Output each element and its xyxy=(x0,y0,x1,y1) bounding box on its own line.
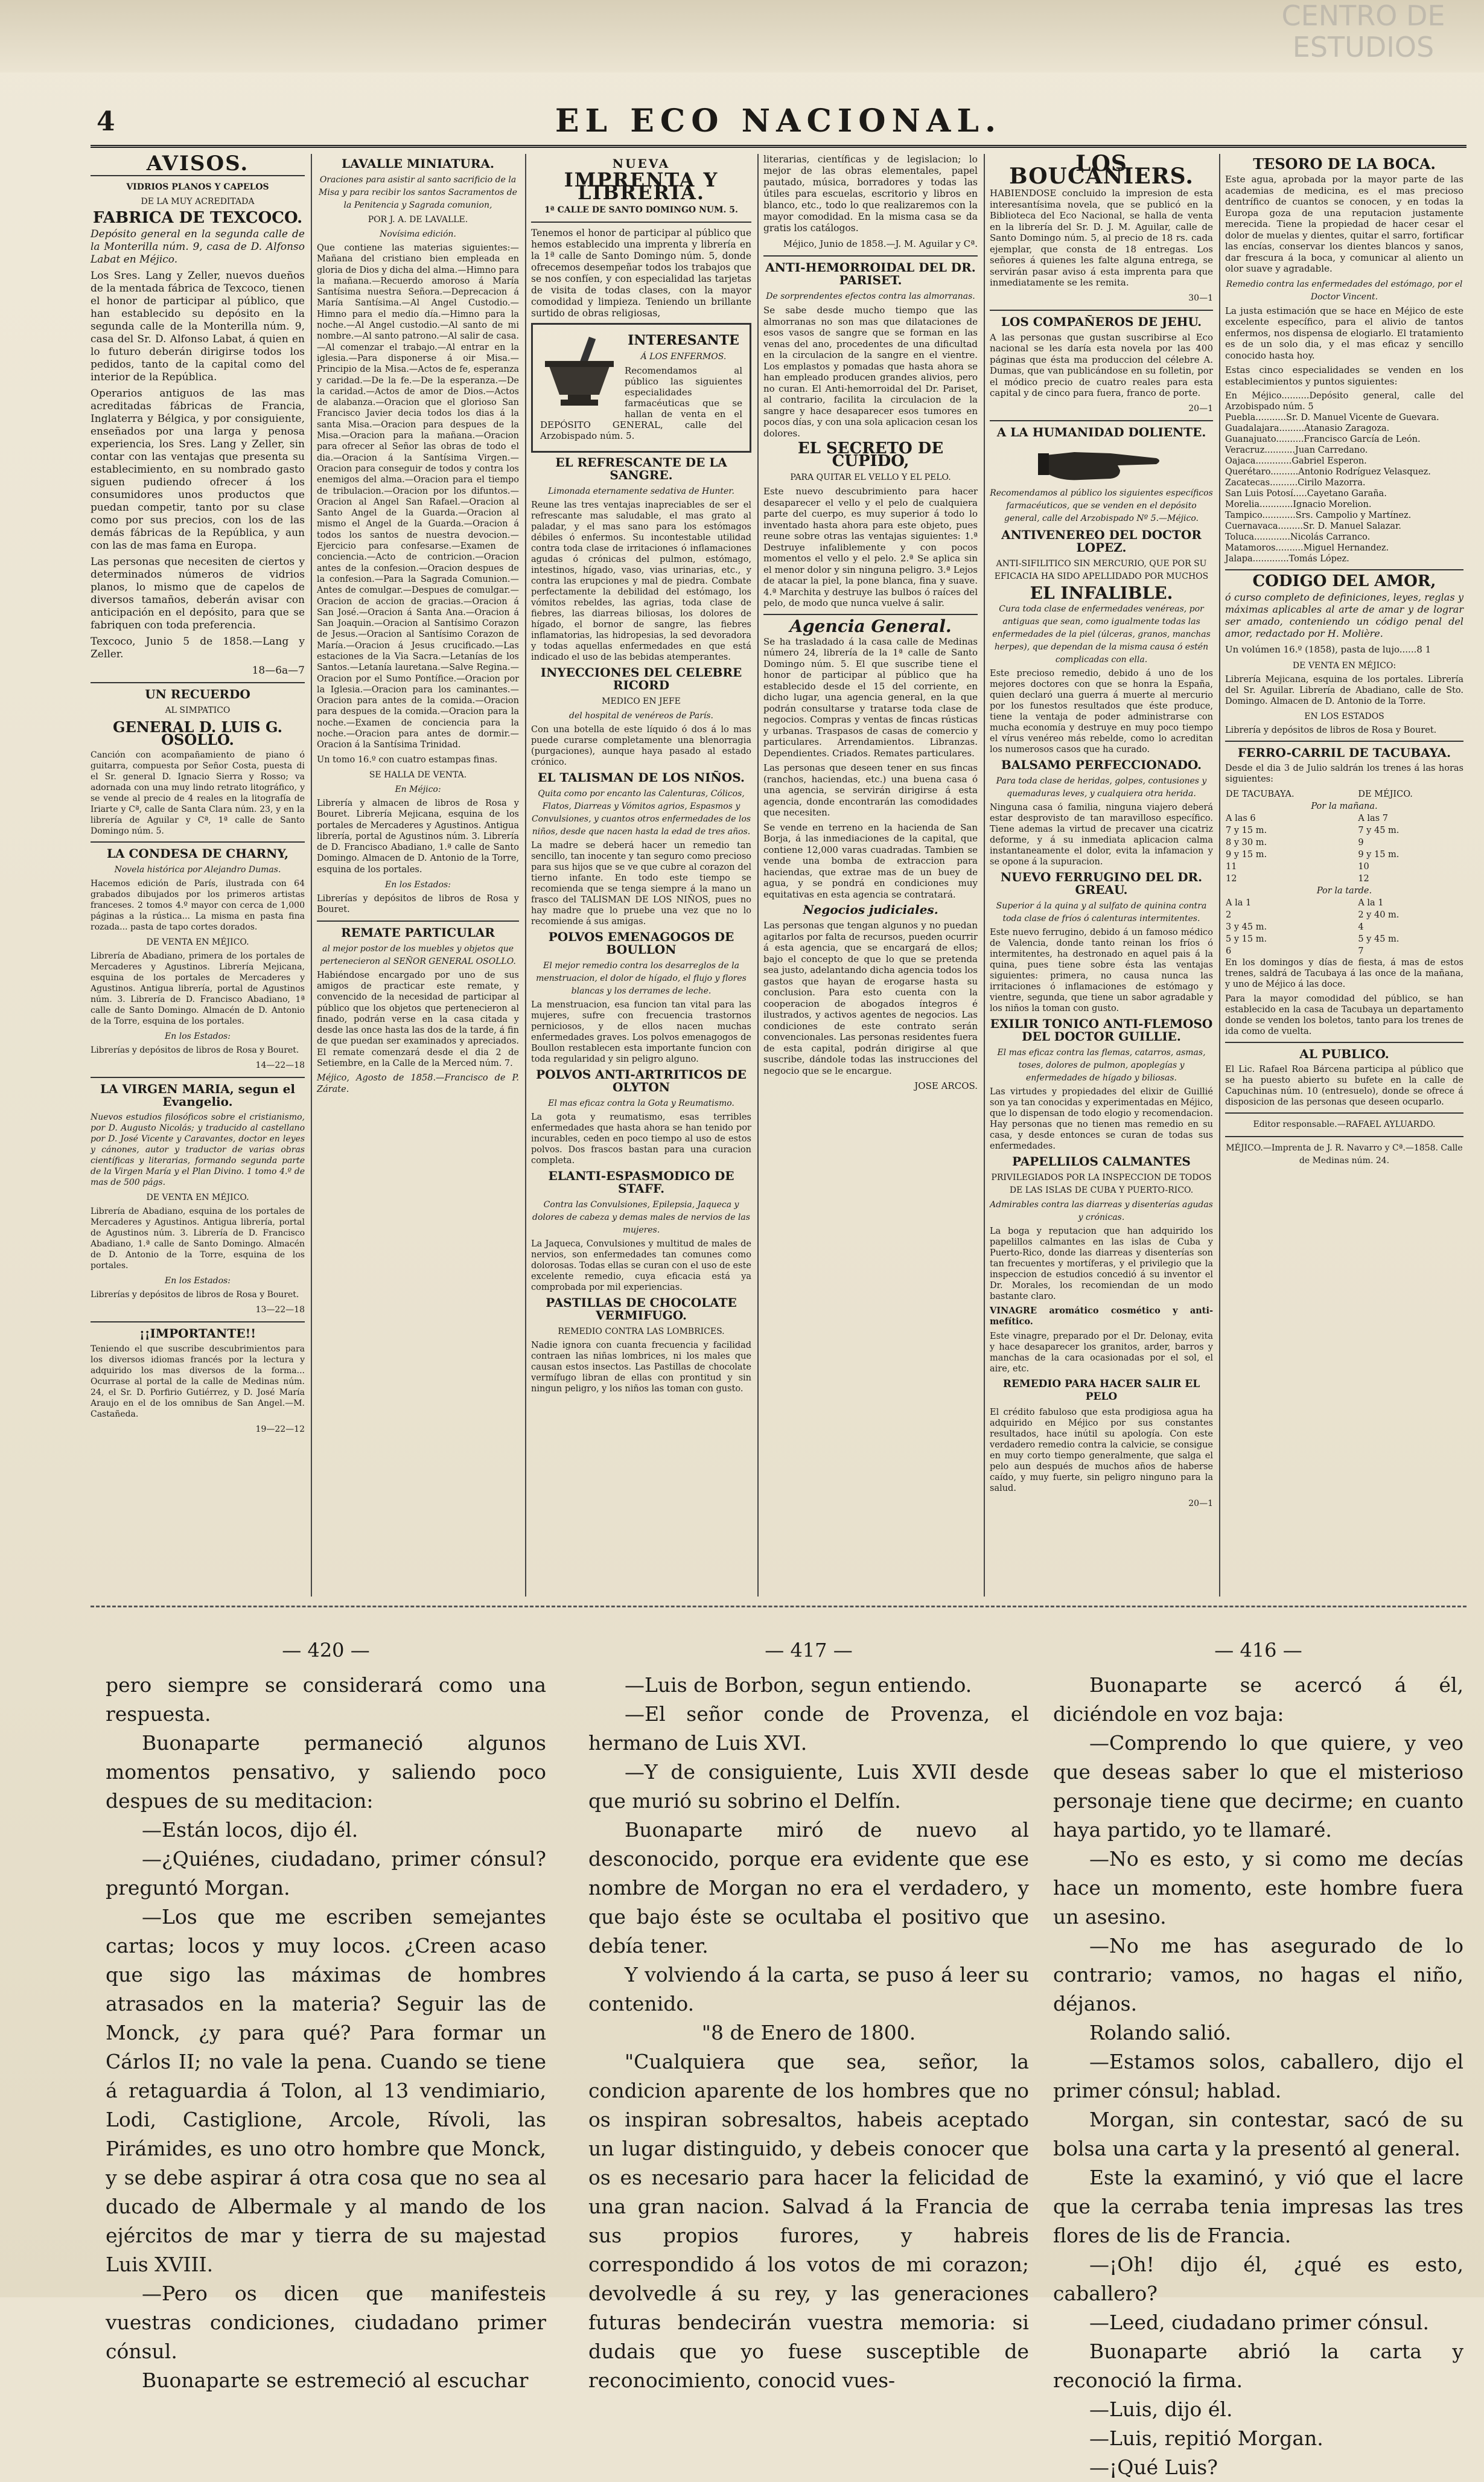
ad-subtitle-2: Admirables contra las diarreas y disenterías agudas y crónicas. xyxy=(990,1199,1213,1222)
feuilleton-divider xyxy=(91,1606,1466,1607)
table-cell: 9 y 15 m. xyxy=(1226,850,1267,860)
ad-subtitle: El mas eficaz contra la Gota y Reumatismo. xyxy=(548,1099,734,1108)
ad-paragraph: La Jaqueca, Convulsiones y multitud de males de nervios, son enfermedades tan comunes como dolorosas. Todas ellas se curan con el uso de este excelente remedio, cuya eficacia está ya comprobada por mil experiencias. xyxy=(531,1239,751,1292)
column-agencia xyxy=(763,154,978,1597)
table-cell: A las 7 xyxy=(1358,814,1388,823)
ad-subtitle: Para toda clase de heridas, golpes, contusiones y quemaduras leves, y cualquiera otra herida. xyxy=(996,776,1207,799)
column-imprenta xyxy=(531,154,751,1597)
ad-title-pelo: REMEDIO PARA HACER SALIR EL PELO xyxy=(1002,1377,1200,1403)
ad-price: Un tomo 16.º con cuatro estampas finas. xyxy=(317,754,498,765)
ad-venta: DE VENTA EN MÉJICO. xyxy=(146,1193,249,1202)
ad-paragraph: Librerías y depósitos de libros de Rosa y Bouret. xyxy=(91,1045,299,1055)
ad-paragraph: La gota y reumatismo, esas terribles enfermedades que hasta ahora se han tenido por incurables, ceden en poco tiempo al uso de estos polvos. Dos frascos bastan para una curacion completa. xyxy=(531,1112,751,1166)
table-cell: 6 xyxy=(1226,946,1232,956)
masthead xyxy=(91,103,1466,148)
serial-paragraph: —Están locos, dijo él. xyxy=(142,1818,358,1842)
serial-paragraph: —Estamos solos, caballero, dijo el primer cónsul; hablad. xyxy=(1053,2050,1463,2102)
agent-row: En Méjico..........Depósito general, calle del Arzobispado núm. 5 xyxy=(1225,391,1463,412)
ad-paragraph: Las personas que necesiten de ciertos y determinados números de vidrios planos, lo mismo que de capelos de diversos tamaños, deberán avisar con anticipación en el depósito, para que se fabriquen con toda preferencia. xyxy=(91,556,305,631)
ad-date: 14—22—18 xyxy=(255,1061,305,1070)
table-cell: 7 xyxy=(1358,946,1364,956)
column-avisos xyxy=(91,154,305,1597)
ad-paragraph: Teniendo el que suscribe descubrimientos para los diversos idiomas francés por la lectura y adquirido los mas diversos de la forma... Ocurrase al portal de la calle de Medinas núm. 24, el Sr. D. Porfirio Gutiérrez, y D. José María Araujo en el de los omnibus de San Angel.—M. Castañeda. xyxy=(91,1344,305,1419)
ad-date: 20—1 xyxy=(1188,1498,1213,1508)
ad-paragraph: Este agua, aprobada por la mayor parte de las academias de medicina, es el mas precioso dentrífico de cuantos se conocen, y en todas la Europa goza de una reputacion justamente merecida. Tiene la propiedad de hacer cesar el dolor de muelas y dientes, quitar el sarro, fortificar las encías, conservar los dientes blancos y sanos, dar frescura á la boca, y comunicar al aliento un olor suave y agradable. xyxy=(1225,174,1463,274)
ad-subtitle: Oraciones para asistir al santo sacrificio de la Misa y para recibir los santos Sacramentos de la Penitencia y Sagrada comunion, xyxy=(319,175,517,210)
ad-title-humanidad: A LA HUMANIDAD DOLIENTE. xyxy=(996,424,1206,439)
ad-title-ferrugino: NUEVO FERRUGINO DEL DR. GREAU. xyxy=(1000,869,1203,897)
ad-where-heading: En Méjico: xyxy=(395,784,441,794)
ad-subtitle: Cura toda clase de enfermedades venéreas, por antiguas que sean, como igualmente todas las enfermedades de la piel (úlceras, granos, manchas herpes), que dependan de la misma causa ó estén complicadas con ella. xyxy=(992,604,1211,665)
ad-title-talisman: EL TALISMAN DE LOS NIÑOS. xyxy=(538,770,745,785)
ad-paragraph: Estas cinco especialidades se venden en los establecimientos y puntos siguientes: xyxy=(1225,365,1463,387)
serial-paragraph: Buonaparte se acercó á él, diciéndole en voz baja: xyxy=(1053,1673,1463,1726)
ad-subtitle: ó curso completo de definiciones, leyes, reglas y máximas aplicables al arte de amar y de lograr ser amado, conteniendo un código penal del amor, redactado por H. Molière. xyxy=(1225,592,1463,639)
ad-paragraph: Se sabe desde mucho tiempo que las almorranas no son mas que dilataciones de esos vasos de sangre que se forman en las venas del ano, procedentes de una dificultad en la circulacion de la sangre en el vientre. Los emplastos y pomadas que hasta ahora se han empleado producen grandes alivios, pero no curan. El Anti-hemorroidal del Dr. Pariset, al contrario, facilita la circulacion de la sangre y hace desaparecer esos tumores en pocos días, y con una sola aplicacion cesan los dolores. xyxy=(763,305,978,439)
ad-paragraph: literarias, científicas y de legislacion; lo mejor de las obras elementales, papel pautado, música, borradores y todas las útiles para escuelas, escritorio y libros en blanco, etc., todo lo que realizaremos con la mayor comodidad. En la misma casa se da gratis los catálogos. xyxy=(763,154,978,234)
ad-title-lopez: ANTIVENEREO DEL DOCTOR LOPEZ. xyxy=(1001,527,1202,555)
pointing-hand-icon xyxy=(1038,442,1165,485)
ad-paragraph: Con una botella de este líquido ó dos á lo mas puede curarse completamente una blenorragia (purgaciones), aunque haya pasado al estado crónico. xyxy=(531,725,751,767)
ad-subtitle: PRIVILEGIADOS POR LA INSPECCION DE TODOS DE LAS ISLAS DE CUBA Y PUERTO-RICO. xyxy=(991,1172,1212,1195)
table-cell: 3 y 45 m. xyxy=(1226,922,1267,932)
ad-paragraph: Hacemos edición de París, ilustrada con 64 grabados dibujados por los primeros artistas franceses. 2 tomos 4.º mayor con cerca de 1,000 páginas a la rústica... La misma en pasta fina rozada... pasta de tapo cortes dorados. xyxy=(91,879,305,932)
ad-paragraph: Las virtudes y propiedades del elixir de Guillié son ya tan conocidas y experimentadas en Méjico, que lo dispensan de todo elogio y recomendacion. Hay personas que no tienen mas remedio en su casa, y desde entonces se curan de todas sus enfermedades. xyxy=(990,1086,1213,1151)
newspaper-title: EL ECO NACIONAL. xyxy=(555,103,1002,139)
box-text: Recomendamos al público las siguientes especialidades farmacéuticas que se hallan de venta en el DEPÓSITO GENERAL, calle del Arzobispado núm. 5. xyxy=(540,365,742,441)
serial-paragraph: —¡Qué Luis? xyxy=(1089,2455,1218,2479)
table-cell: 2 xyxy=(1226,910,1232,920)
table-cell: 8 y 30 m. xyxy=(1226,838,1267,847)
serial-paragraph: —El señor conde de Provenza, el hermano de Luis XVI. xyxy=(588,1702,1029,1755)
ad-date: 13—22—18 xyxy=(255,1305,305,1315)
table-cell: 2 y 40 m. xyxy=(1358,910,1400,920)
table-cell: 9 y 15 m. xyxy=(1358,850,1400,860)
table-cell: A la 1 xyxy=(1226,898,1252,908)
agent-row: Puebla...........Sr. D. Manuel Vicente de Guevara. xyxy=(1225,413,1439,423)
ad-title-fabrica: FABRICA DE TEXCOCO. xyxy=(92,209,303,227)
column-lavalle xyxy=(317,154,519,1597)
table-header: DE MÉJICO. xyxy=(1358,790,1413,799)
archive-stamp xyxy=(1243,0,1484,63)
ad-paragraph: Para la mayor comodidad del público, se han establecido en la casa de Tacubaya un departamento donde se venden los boletos, tanto para los trenes de ida como de vuelta. xyxy=(1225,994,1463,1036)
ad-paragraph: Este nuevo descubrimiento para hacer desaparecer el vello y el pelo de cualquiera parte del cuerpo, es muy superior á todo lo inventado hasta ahora para este objeto, pues reune sobre otras las ventajas siguientes: 1.ª Destruye infaliblemente y con pocos momentos el vello y el pelo. 2.ª Se aplica sin el menor dolor y sin ninguna peligro. 3.ª Lejos de atacar la piel, la pone blanca, fina y suave. 4.ª Marchita y destruye las bulbos ó raíces del pelo, de modo que nunca vuelve á salir. xyxy=(763,486,978,608)
ad-paragraph: Este precioso remedio, debido á uno de los mejores doctores con que se honra la España, quien declaró una guerra á muerte al mercurio por los funestos resultados que éste produce, tiene la ventaja de poder administrarse con mucha economía y destruye en muy poco tiempo el vírus venéreo más rebelde, como lo acreditan los numerosos casos que ha curado. xyxy=(990,668,1213,754)
stamp-line-1: CENTRO DE xyxy=(1281,0,1445,32)
ad-paragraph: La menstruacion, esa funcion tan vital para las mujeres, sufre con frecuencia trastornos perniciosos, y de ellos nacen muchas enfermedades graves. Los polvos emenagogos de Boullon restablecen esta importante funcion con toda regularidad y sin peligro alguno. xyxy=(531,1000,751,1064)
serial-paragraph: pero siempre se considerará como una respuesta. xyxy=(106,1673,546,1726)
ad-title-agencia: Agencia General. xyxy=(789,616,952,636)
ad-author: POR J. A. DE LAVALLE. xyxy=(368,215,468,225)
ad-edition: Novísima edición. xyxy=(380,229,456,239)
serial-page-number: — 420 — xyxy=(282,1639,370,1662)
serial-paragraph: —Pero os dicen que manifesteis vuestras condiciones, ciudadano primer cónsul. xyxy=(106,2282,546,2363)
ad-paragraph: Nadie ignora con cuanta frecuencia y facilidad contraen las niñas lombrices, ni los males que causan estos insectos. Las Pastillas de chocolate vermífugo libran de ellas con prontitud y sin ningun peligro, y los niños las toman con gusto. xyxy=(531,1341,751,1394)
ad-title-tesoro: TESORO DE LA BOCA. xyxy=(1253,155,1436,173)
ad-date: 19—22—12 xyxy=(255,1424,305,1434)
ad-title-pariset: ANTI-HEMORROIDAL DEL DR. PARISET. xyxy=(765,260,976,287)
serial-paragraph: —No es esto, y si como me decías hace un momento, este hombre fuera un asesino. xyxy=(1053,1847,1463,1928)
ad-paragraph: Se vende en terreno en la hacienda de San Borja, á las inmediaciones de la capital, que contiene 12,000 varas cuadradas. Tambien se vende una bomba de extraccion para haciendas, que extrae mas de un buey de agua, y se pondrá en condiciones muy equitativas en esta agencia se contratará. xyxy=(763,821,978,900)
table-cell: 7 y 45 m. xyxy=(1358,826,1400,835)
ad-title-balsamo: BALSAMO PERFECCIONADO. xyxy=(1001,757,1202,772)
ad-title-recuerdo: UN RECUERDO xyxy=(145,687,250,701)
ad-title-importante: ¡¡IMPORTANTE!! xyxy=(139,1326,256,1341)
ad-paragraph: La boga y reputacion que han adquirido los papelillos calmantes en las islas de Cuba y Puerto-Rico, donde las diarreas y disenterías son tan frecuentes y mortíferas, y el privilegio que la inspeccion de estudios concedió á su inventor el Dr. Morales, los recomiendan de un modo bastante claro. xyxy=(990,1226,1213,1301)
ad-date: 30—1 xyxy=(1188,293,1213,303)
serial-paragraph: —No me has asegurado de lo contrario; vamos, no hagas el niño, déjanos. xyxy=(1053,1934,1463,2015)
ad-title-virgen: LA VIRGEN MARIA, segun el Evangelio. xyxy=(100,1082,296,1109)
agent-row: Morelia............Ignacio Morelion. xyxy=(1225,500,1372,509)
agent-row: Guadalajara.........Atanasio Zaragoza. xyxy=(1225,424,1390,433)
ad-paragraph: Este vinagre, preparado por el Dr. Delonay, evita y hace desaparecer los granitos, arder, barros y manchas de la cara ocasionadas por el sol, el aire, etc. xyxy=(990,1331,1213,1374)
agent-row: Toluca.............Nicolás Carranco. xyxy=(1225,532,1371,542)
ad-venta: DE VENTA EN MÉJICO. xyxy=(146,937,249,947)
ad-title-negocios: Negocios judiciales. xyxy=(803,902,938,917)
serial-page-number: — 417 — xyxy=(765,1639,853,1662)
ad-paragraph: Librería y almacen de libros de Rosa y Bouret. Librería Mejicana, esquina de los portales de Mercaderes y Agustinos. Antigua librería, portal de Agustinos núm. 3. Librería de D. Francisco Abadiano, 1.ª calle de Santo Domingo. Almacen de D. Antonio de la Torre, esquina de los portales. xyxy=(317,798,519,875)
serial-paragraph: Morgan, sin contestar, sacó de su bolsa una carta y la presentó al general. xyxy=(1053,2108,1463,2160)
ad-paragraph: La madre se deberá hacer un remedio tan sencillo, tan inocente y tan seguro como precioso para sus hijos que se ve que cubre al corazon del tierno infante. En todo este tiempo se recomienda que se tenga siempre á la mano un frasco del TALISMAN DE LOS NIÑOS, pues no hay madre que lo pruebe una vez que no lo recomiende á sus amigas. xyxy=(531,841,751,927)
ad-title-boucaniers: LOS BOUCANIERS. xyxy=(1009,151,1194,189)
ad-subtitle: El mas eficaz contra las flemas, catarros, asmas, toses, dolores de pulmon, apoplegías y enfermedades de hígado y biliosas. xyxy=(997,1047,1206,1083)
ad-name-osollo: GENERAL D. LUIS G. OSOLLO. xyxy=(113,718,282,748)
serial-paragraph: Y volviendo á la carta, se puso á leer su contenido. xyxy=(588,1963,1029,2015)
ad-subtitle-2: del hospital de venéreos de París. xyxy=(568,711,714,721)
ad-venta: DE VENTA EN MÉJICO: xyxy=(1292,661,1396,671)
ad-paragraph: Depósito general en la segunda calle de la Monterilla núm. 9, casa de D. Alfonso Labat en Méjico. xyxy=(91,228,305,266)
ad-paragraph: Librería de Abadiano, esquina de los portales de Mercaderes y Agustinos. Antigua librería, portal de Agustinos núm. 3. Librería de D. Francisco Abadiano, 1.ª calle de Santo Domingo. Almacén de D. Antonio de la Torre, esquina de los portales. xyxy=(91,1207,305,1271)
serial-paragraph: "Cualquiera que sea, señor, la condicion aparente de los hombres que no os inspiran sobresaltos, habeis aceptado un lugar distinguido, y debeis conocer que os es necesario para hacer la felicidad de una gran nacion. Salvad á la Francia de sus propios furores, y habreis correspondido á los votos de mi corazon; devolvedle á su rey, y las generaciones futuras bendecirán vuestra memoria: si dudais que yo fuese susceptible de reconocimiento, conocid vues- xyxy=(588,2050,1029,2392)
ad-title-cupido: EL SECRETO DE CUPIDO, xyxy=(797,439,944,470)
ad-subtitle: Novela histórica por Alejandro Dumas. xyxy=(114,865,281,875)
stamp-line-2: ESTUDIOS xyxy=(1292,31,1435,63)
agent-row: Guanajuato..........Francisco García de León. xyxy=(1225,435,1421,444)
table-cell: 11 xyxy=(1226,862,1237,872)
agent-row: Querétaro..........Antonio Rodríguez Velasquez. xyxy=(1225,467,1431,477)
ad-paragraph: En los domingos y días de fiesta, á mas de estos trenes, saldrá de Tacubaya á las once de la mañana, y uno de Méjico á las doce. xyxy=(1225,958,1463,989)
table-cell: 4 xyxy=(1358,922,1364,932)
table-cell: 5 y 15 m. xyxy=(1226,934,1267,944)
editor-line: Editor responsable.—RAFAEL AYLUARDO. xyxy=(1253,1120,1436,1129)
ad-title-pastillas: PASTILLAS DE CHOCOLATE VERMIFUGO. xyxy=(546,1295,737,1322)
ad-venta: SE HALLA DE VENTA. xyxy=(369,770,467,780)
ad-subtitle: Recomendamos al público los siguientes específicos farmacéuticos, que se venden en el depósito general, calle del Arzobispado Nº 5.—Méjico. xyxy=(990,488,1213,523)
ad-subtitle-2: DE LA MUY ACREDITADA xyxy=(141,197,255,206)
ad-paragraph: Habiéndose encargado por uno de sus amigos de practicar este remate, y convencido de la necesidad de participar al público que los objetos que pertenecieron al finado, podrán verse en la casa citada y desde las once hasta las dos de la tarde, á fin de que puedan ser examinados y apreciados. El remate comenzará desde el dia 2 de Setiembre, en la Calle de la Merced núm. 7. xyxy=(317,970,519,1068)
ad-paragraph: Canción con acompañamiento de piano ó guitarra, compuesta por Señor Costa, puesta di el Sr. general D. Ignacio Sierra y Rosso; va adornada con una muy lindo retrato litográfico, y se vende al precio de 4 reales en la litografía de Iriarte y Cª, calle de Santa Clara núm. 23, y en la librería de Aguilar y Cª, 1ª calle de Santo Domingo núm. 5. xyxy=(91,750,305,836)
serial-paragraph: —¡Oh! dijo él, ¿qué es esto, caballero? xyxy=(1053,2253,1463,2305)
ad-paragraph: Nuevos estudios filosóficos sobre el cristianismo, por D. Augusto Nicolás; y traducido al castellano por D. José Vicente y Caravantes, doctor en leyes y cánones, autor y traductor de varias obras científicas y literarias, formando segunda parte de la Virgen María y el Plan Divino. 1 tomo 4.º de mas de 500 págs. xyxy=(91,1112,305,1187)
ad-subtitle: AL SIMPATICO xyxy=(165,706,231,715)
ad-paragraph: La justa estimación que se hace en Méjico de este excelente específico, para el alivio de tantos enfermos, nos dispensa de elogiarlo. El tratamiento es de un solo dia, y el mas eficaz y sencillo conocido hasta hoy. xyxy=(1225,305,1463,361)
ad-date: 18—6a—7 xyxy=(252,665,305,677)
section-heading-avisos: AVISOS. xyxy=(146,152,249,176)
ad-title-refrescante: EL REFRESCANTE DE LA SANGRE. xyxy=(555,455,727,482)
agent-row: Zacatecas..........Cirilo Mazorra. xyxy=(1225,478,1366,488)
ad-paragraph: Las personas que deseen tener en sus fincas (ranchos, haciendas, etc.) una buena casa ó una agencia, se servirán dirigirse á esta agencia, donde encontrarán las comodidades que necesiten. xyxy=(763,762,978,818)
ad-paragraph: Este nuevo ferrugino, debido á un famoso médico de Valencia, donde tanto reinan los fríos ó intermitentes, ha destronado en aquel pais á la quina, pues tiene sobre ésta las ventajas siguientes: primera, no causa nunca las irritaciones ó inflamaciones de estómago y vientre, segunda, que tiene un sabor agradable y los niños la toman con gusto. xyxy=(990,927,1213,1013)
ad-title-codigo: CODIGO DEL AMOR, xyxy=(1252,572,1436,590)
serial-paragraph: —Comprendo lo que quiere, y veo que deseas saber lo que el misterioso personaje tiene que decirme; en cuanto haya partido, yo te llamaré. xyxy=(1053,1731,1463,1842)
ad-subtitle: Limonada eternamente sedativa de Hunter. xyxy=(548,487,734,496)
column-tesoro xyxy=(1225,154,1463,1597)
ad-title-imprenta: IMPRENTA Y LIBRERIA. xyxy=(564,168,719,204)
column-rule xyxy=(311,154,312,1597)
serial-paragraph: —Leed, ciudadano primer cónsul. xyxy=(1089,2311,1429,2334)
table-cell: 7 y 15 m. xyxy=(1226,826,1267,835)
interesante-box xyxy=(531,323,751,453)
ad-signature: JOSE ARCOS. xyxy=(914,1080,978,1091)
column-bouc xyxy=(990,151,1213,1597)
ad-subtitle: Quita como por encanto las Calenturas, Cólicos, Flatos, Diarreas y Vómitos agrios, Espasmos y Convulsiones, y cuantos otros enfermedades de los niños, desde que nacen hasta la edad de tres años. xyxy=(531,789,751,837)
ad-states-heading: En los Estados: xyxy=(165,1032,231,1041)
ad-title-antiespasmodico: ELANTI-ESPASMODICO DE STAFF. xyxy=(548,1169,734,1196)
ad-subtitle: MEDICO EN JEFE xyxy=(602,697,681,706)
train-timetable xyxy=(1225,788,1463,957)
serial-paragraph: —Luis de Borbon, segun entiendo. xyxy=(625,1673,972,1697)
serial-column-416 xyxy=(1053,1636,1463,2479)
serial-paragraph: Rolando salió. xyxy=(1089,2021,1232,2044)
ad-paragraph: El Lic. Rafael Roa Bárcena participa al público que se ha puesto abierto su bufete en la calle de Capuchinas núm. 10 (entresuelo), donde se ofrece á disposicion de las personas que deseen ocuparlo. xyxy=(1225,1065,1463,1107)
ad-title-infalible: EL INFALIBLE. xyxy=(1030,582,1173,603)
ad-title-papelillos: PAPELLILOS CALMANTES xyxy=(1012,1153,1191,1169)
serial-page-number: — 416 — xyxy=(1214,1639,1302,1662)
ad-subtitle: El mejor remedio contra los desarreglos de la menstruacion, el dolor de hígado, el flujo y flores blancas y los derrames de leche. xyxy=(536,961,747,996)
ad-paragraph: El crédito fabuloso que esta prodigiosa agua ha adquirido en Méjico por sus constantes resultados, hace inútil su apología. Con este verdadero remedio contra la calvicie, se consigue en muy corto tiempo generalmente, que salga el pelo aun después de muchos años de haberse caído, y muy fuerte, sin peligro ninguno para la salud. xyxy=(990,1407,1213,1493)
table-cell: 10 xyxy=(1358,862,1369,872)
serial-paragraph: —Luis, dijo él. xyxy=(1089,2397,1233,2421)
column-rule xyxy=(1219,154,1220,1597)
ad-subtitle: al mejor postor de los muebles y objetos que pertenecieron al SEÑOR GENERAL OSOLLO. xyxy=(320,943,516,966)
agent-row: Oajaca.............Gabriel Esperon. xyxy=(1225,456,1367,466)
ad-title-publico: AL PUBLICO. xyxy=(1299,1047,1389,1061)
agent-row: Matamoros..........Miguel Hernandez. xyxy=(1225,543,1389,553)
serial-column-417 xyxy=(588,1636,1029,2392)
imprint-line: MÉJICO.—Imprenta de J. R. Navarro y Cª.—1858. Calle de Medinas núm. 24. xyxy=(1226,1143,1463,1166)
ad-subtitle: Remedio contra las enfermedades del estómago, por el Doctor Vincent. xyxy=(1226,279,1463,302)
ad-signature: Texcoco, Junio 5 de 1858.—Lang y Zeller. xyxy=(91,636,305,660)
serial-paragraph: Buonaparte permaneció algunos momentos pensativo, y saliendo poco despues de su meditacion: xyxy=(106,1731,546,1813)
page-number: 4 xyxy=(97,106,115,137)
ad-signature: Méjico, Junio de 1858.—J. M. Aguilar y Cª. xyxy=(783,238,978,249)
ad-paragraph: Tenemos el honor de participar al público que hemos establecido una imprenta y librería en la 1ª calle de Santo Domingo núm. 5, donde ofrecemos desempeñar todos los trabajos que se nos confíen, y con especialidad las tarjetas de visita de todas clases, con la mayor comodidad y limpieza. Teniendo un brillante surtido de obras religiosas, xyxy=(531,228,751,319)
column-rule xyxy=(525,154,526,1597)
ad-paragraph: A las personas que gustan suscribirse al Eco nacional se les daría esta novela por las 400 páginas que ésta ma produccion del célebre A. Dumas, que van publicándose en su folletin, por el módico precio de cuatro reales para esta capital y de cinco para fuera, franco de porte. xyxy=(990,331,1213,398)
serial-paragraph: —Luis, repitió Morgan. xyxy=(1089,2426,1323,2450)
ad-subtitle: Superior á la quina y al sulfato de quinina contra toda clase de fríos ó calenturas intermitentes. xyxy=(996,901,1207,924)
agent-row: Tampico............Srs. Campolio y Martínez. xyxy=(1225,511,1412,520)
ad-title-polvos: POLVOS EMENAGOGOS DE BOULLON xyxy=(548,930,734,957)
ad-paragraph: Los Sres. Lang y Zeller, nuevos dueños de la mentada fábrica de Texcoco, tienen el honor de participar al público, que han establecido su depósito en la segunda calle de la Monterilla núm. 9, casa del Sr. D. Alfonso Labat, á quien en lo futuro deberán dirigirse todos los pedidos, tanto de la capital como del interior de la República. xyxy=(91,270,305,383)
serial-letter-date: "8 de Enero de 1800. xyxy=(701,2021,916,2044)
ad-subtitle: VIDRIOS PLANOS Y CAPELOS xyxy=(126,182,269,192)
ad-title-vinagre: VINAGRE aromático cosmético y anti-mefítico. xyxy=(990,1305,1213,1327)
column-rule xyxy=(757,154,759,1597)
table-cell: 12 xyxy=(1358,874,1369,884)
ad-states-heading: En los Estados: xyxy=(165,1276,231,1286)
ad-paragraph: Las personas que tengan algunos y no puedan agitarlos por falta de recursos, pueden ocurrir á esta agencia, que se encargará de ellos; bajo el concepto de que lo que se pretenda sea justo, adelantando dicha agencia todos los gastos que hayan de erogarse hasta su conclusion. Para esto cuenta con la cooperacion de abogados íntegros é ilustrados, y activos agentes de negocios. Las condiciones de este contrato serán convencionales. Las personas residentes fuera de esta capital, podrán dirigirse al que suscribe, dándole todas las instrucciones del negocio que se le encargue. xyxy=(763,920,978,1076)
table-cell: 5 y 45 m. xyxy=(1358,934,1400,944)
table-cell: A las 6 xyxy=(1226,814,1256,823)
serial-paragraph: —Y de consiguiente, Luis XVII desde que murió su sobrino el Delfín. xyxy=(588,1760,1029,1813)
table-section: Por la mañana. xyxy=(1311,802,1378,811)
ad-paragraph: Ninguna casa ó familia, ninguna viajero deberá estar desprovisto de tan maravilloso específico. Tiene ademas la virtud de precaver una cicatriz deforme, y á su inmediata aplicacion calma instantaneamente el dolor, evita la infamacion y se opone á la supuracion. xyxy=(990,802,1213,867)
ad-paragraph: Librería y depósitos de libros de Rosa y Bouret. xyxy=(1225,726,1437,735)
serial-paragraph: —¿Quiénes, ciudadano, primer cónsul? preguntó Morgan. xyxy=(106,1847,546,1900)
box-subtitle: Á LOS ENFERMOS. xyxy=(640,352,727,362)
ad-paragraph: Se ha trasladado á la casa calle de Medinas número 24, librería de la 1ª calle de Santo Domingo núm. 5. El que suscribe tiene el honor de participar al público que ha establecido desde el 15 del corriente, en dicho lugar, una agencia general, en la que podrán consultarse y tratarse toda clase de negocios. Compras y ventas de fincas rústicas y urbanas. Traspasos de casas de comercio y particulares. Arrendamientos. Libranzas. Dependientes. Criados. Remates particulares. xyxy=(763,636,978,759)
ad-paragraph: Librerías y depósitos de libros de Rosa y Bouret. xyxy=(317,894,519,915)
ad-states-heading: En los Estados: xyxy=(385,880,451,890)
agent-row: San Luis Potosí.....Cayetano Garaña. xyxy=(1225,489,1387,499)
ad-paragraph: Librerías y depósitos de libros de Rosa y Bouret. xyxy=(91,1290,299,1300)
ad-title-ferrocarril: FERRO-CARRIL DE TACUBAYA. xyxy=(1237,745,1451,760)
serial-paragraph: Buonaparte abrió la carta y reconoció la firma. xyxy=(1053,2340,1463,2392)
ad-title-antiartriticos: POLVOS ANTI-ARTRITICOS DE OLYTON xyxy=(536,1067,747,1094)
ad-address: 1ª CALLE DE SANTO DOMINGO NUM. 5. xyxy=(544,205,738,215)
ad-paragraph: Librería de Abadiano, primera de los portales de Mercaderes y Agustinos. Librería Mejicana, esquina de los portales de Mercaderes y Agustinos. Antigua librería, portal de Agustinos núm. 3. Librería de D. Francisco Abadiano, 1ª calle de Santo Domingo. Almacén de D. Antonio de la Torre, esquina de los portales. xyxy=(91,951,305,1026)
ad-subtitle: REMEDIO CONTRA LAS LOMBRICES. xyxy=(558,1327,725,1336)
ad-states-heading: EN LOS ESTADOS xyxy=(1304,712,1384,721)
serial-paragraph: —Los que me escriben semejantes cartas; locos y muy locos. ¿Creen acaso que sigo las máximas de hombres atrasados en la materia? Seguir las de Monck, ¿y para qué? Para formar un Cárlos II; no vale la pena. Cuando se tiene á retaguardia á Tolon, al 13 vendimiario, Lodi, Castiglione, Arcole, Rívoli, las Pirámides, es uno otro hombre que Monck, y se debe aspirar á otra cosa que no sea al ducado de Albermale y al mando de los ejércitos de mar y tierra de su majestad Luis XVIII. xyxy=(106,1905,546,2276)
column-rule xyxy=(984,154,985,1597)
agent-row: Cuernavaca.........Sr. D. Manuel Salazar. xyxy=(1225,522,1401,531)
ad-title-inyecciones: INYECCIONES DEL CELEBRE RICORD xyxy=(540,665,742,692)
ad-paragraph: Operarios antiguos de las mas acreditadas fábricas de Francia, Inglaterra y Bélgica, y por consiguiente, enseñados por una larga y penosa experiencia, los Sres. Lang y Zeller, sin contar con las ventajas que presenta su establecimiento, en su nombrado gasto siguen pudiendo ofrecer á los consumidores unos productos que puedan competir, tanto por su clase como por sus precios, con los de las demás fábricas de la República, y aun con las de mas fama en Europa. xyxy=(91,388,305,552)
ad-nueva: NUEVA xyxy=(612,156,670,171)
agents-list xyxy=(1225,391,1463,564)
ad-title-lavalle: LAVALLE MINIATURA. xyxy=(342,156,494,171)
ad-paragraph: Reune las tres ventajas inapreciables de ser el refrescante mas saludable, el mas grato al paladar, y el mas sano para los estómagos débiles ó enfermos. Su incontestable utilidad contra toda clase de irritaciones ó inflamaciones agudas ó crónicas del pulmon, estómago, intestinos, hígado, vaso, vias urinarias, etc., y contra las erupciones y mal de piedra. Combate perfectamente la debilidad del estómago, los vómitos rebeldes, las agrias, toda clase de fiebres, las diarreas biliosas, los dolores de hígado, el bornor de sangre, las fiebres inflamatorias, las hidropesias, la sed devoradora y todas aquellas enfermedades en que está indicado el uso de las bebidas atemperantes. xyxy=(531,500,751,662)
table-cell: 12 xyxy=(1226,874,1237,884)
agent-row: Veracruz...........Juan Carredano. xyxy=(1225,445,1368,455)
serial-paragraph: Este la examinó, y vió que el lacre que la cerraba tenia impresas las tres flores de lis de Francia. xyxy=(1053,2166,1463,2247)
table-section: Por la tarde. xyxy=(1316,886,1372,896)
ad-paragraph: Que contiene las materias siguientes:—Mañana del cristiano bien empleada en gloria de Dios y dicha del alma.—Himno para la mañana.—Recuerdo amoroso á María Santísima nuestra Señora.—Deprecacion á María Santísima.—Al Angel Custodio.—Himno para el medio día.—Himno para la noche.—Al Angel custodio.—Al santo de mi nombre.—Al santo patrono.—Al salir de casa.—Al comenzar el trabajo.—Al entrar en la iglesia.—Para disponerse á oir Misa.—Principio de la Misa.—Actos de fe, esperanza y caridad.—De la fe.—De la esperanza.—De la caridad.—Actos de amor de Dios.—Actos de alabanza.—Oracion que el glorioso San Francisco Javier decia todos los dias á la santa Misa.—Oracion para despues de la Misa.—Oracion para la mañana.—Oracion para ofrecer al Señor las obras de todo el dia.—Oracion á la Santísima Virgen.—Oracion para conseguir de todos y contra los enemigos del alma.—Oracion para el tiempo de tribulacion.—Oracion por los difuntos.—Oracion al Angel San Rafael.—Oracion al Santo Angel de la Guarda.—Oracion al mismo el Angel de la Guarda.—Oracion á todos los santos de nuestra devocion.—Ejercicio para confesarse.—Examen de conciencia.—Acto de contricion.—Oracion antes de la confesion.—Oracion despues de la confesion.—Para la Sagrada Comunion.—Antes de comulgar.—Despues de comulgar.—Oracion de accion de gracias.—Oracion á San José.—Oracion á Santa Ana.—Oracion á San Joaquin.—Oracion al Santísimo Corazon de Jesus.—Oracion al Santísimo Corazon de María.—Oracion á Jesus crucificado.—Las estaciones de la Via Sacra.—Letanías de los Santos.—Letanía lauretana.—Salve Regina.—Oracion por el Sumo Pontífice.—Oracion por la Iglesia.—Oracion para los caminantes.—Oracion para antes de la comida.—Oracion para despues de la comida.—Oracion para la noche.—Examen de conciencia para la noche.—Oracion para antes de dormir.—Oracion á la Santísima Trinidad. xyxy=(317,243,519,750)
serial-paragraph: Buonaparte se estremeció al escuchar xyxy=(142,2369,529,2392)
ad-title-remate: REMATE PARTICULAR xyxy=(341,925,495,940)
box-title: INTERESANTE xyxy=(628,333,739,348)
ad-signature: Méjico, Agosto de 1858.—Francisco de P. Zárate. xyxy=(317,1073,519,1094)
ad-subtitle: Contra las Convulsiones, Epilepsia, Jaqueca y dolores de cabeza y demas males de nervios de las mujeres. xyxy=(532,1200,750,1235)
serial-column-420 xyxy=(106,1636,546,2392)
ad-subtitle: De sorprendentes efectos contra las almorranas. xyxy=(766,292,975,301)
ad-paragraph: Librería Mejicana, esquina de los portales. Librería del Sr. Aguilar. Librería de Abadiano, calle de Sto. Domingo. Almacen de D. Antonio de la Torre. xyxy=(1225,675,1463,706)
ad-date: 20—1 xyxy=(1188,403,1213,413)
ad-title-elixir: EXILIR TONICO ANTI-FLEMOSO DEL DOCTOR GUILLIE. xyxy=(990,1016,1213,1044)
mortar-pestle-icon xyxy=(540,333,619,412)
ad-subtitle: ANTI-SIFILITICO SIN MERCURIO, QUE POR SU EFICACIA HA SIDO APELLIDADO POR MUCHOS xyxy=(994,558,1209,581)
ad-title-condesa: LA CONDESA DE CHARNY, xyxy=(106,846,289,861)
ad-price: Un volúmen 16.º (1858), pasta de lujo......8 1 xyxy=(1225,644,1431,655)
table-cell: A la 1 xyxy=(1358,898,1384,908)
ad-paragraph: HABIENDOSE concluido la impresion de esta interesantísima novela, que se publicó en la Biblioteca del Eco Nacional, se halla de venta en la librería del Sr. D. J. M. Aguilar, calle de Santo Domingo núm. 5, al precio de 18 rs. cada ejemplar, que consta de 18 entregas. Los señores á quienes les falte alguna entrega, se servirán pasar aviso á esta imprenta para que inmediatamente se les remita. xyxy=(990,188,1213,288)
table-cell: 9 xyxy=(1358,838,1364,847)
table-header: DE TACUBAYA. xyxy=(1226,790,1295,799)
ad-paragraph: Desde el dia 3 de Julio saldrán los trenes á las horas siguientes: xyxy=(1225,764,1463,784)
ad-title-jehu: LOS COMPAÑEROS DE JEHU. xyxy=(1001,314,1202,329)
serial-paragraph: Buonaparte miró de nuevo al desconocido, porque era evidente que ese nombre de Morgan no era el verdadero, y que bajo éste se ocultaba el positivo que debía tener. xyxy=(588,1818,1029,1957)
agent-row: Jalapa.............Tomás López. xyxy=(1225,554,1349,564)
ad-subtitle: PARA QUITAR EL VELLO Y EL PELO. xyxy=(790,473,951,482)
